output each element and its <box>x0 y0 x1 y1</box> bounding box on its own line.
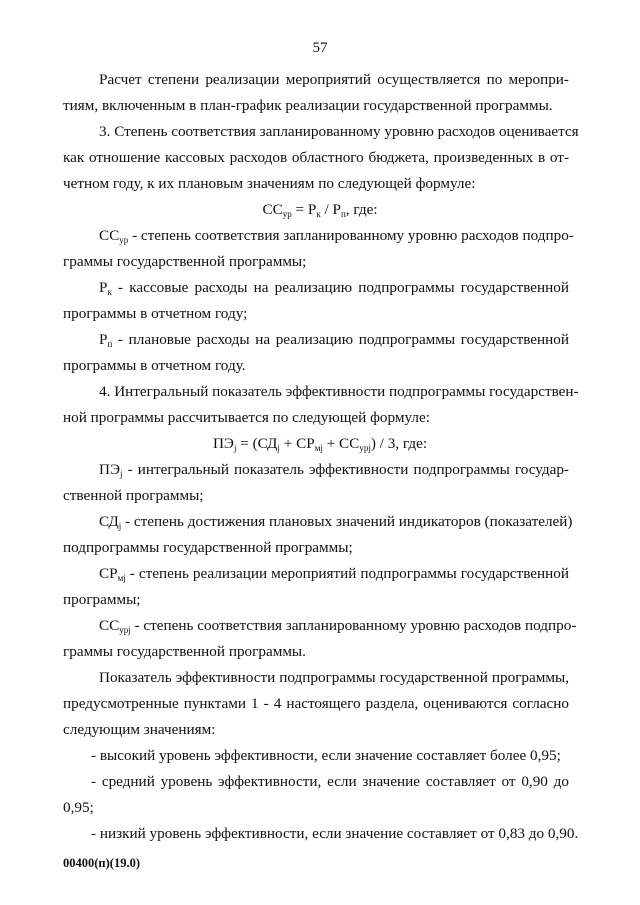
formula-integral-indicator: $ПЭ_j = (СД_j + СР_{мj} + СС_{урj}) / 3$, где: <box>212 435 428 453</box>
paragraph-4-line-1: 4. Интегральный показатель эффективности подпрограммы государствен- <box>99 383 579 400</box>
definition-pp-line-1: $Р_п$ - плановые расходы на реализацию подпрограммы государственной <box>99 331 569 349</box>
paragraph-1-line-1: Расчет степени реализации мероприятий осуществляется по меропри- <box>99 71 569 88</box>
page-number: 57 <box>312 40 328 56</box>
level-medium-line-1: - средний уровень эффективности, если значение составляет от 0,90 до <box>91 773 569 790</box>
definition-sd-line-2: подпрограммы государственной программы; <box>63 539 353 556</box>
paragraph-2-line-1: 3. Степень соответствия запланированному уровню расходов оценивается <box>99 123 579 140</box>
definition-ssj-line-2: граммы государственной программы. <box>63 643 306 660</box>
paragraph-5-line-1: Показатель эффективности подпрограммы государственной программы, <box>99 669 569 686</box>
definition-pp-line-2: программы в отчетном году. <box>63 357 246 374</box>
definition-pe-line-1: $ПЭ_j$ - интегральный показатель эффективности подпрограммы государ- <box>99 461 569 479</box>
definition-sr-line-1: $СР_{мj}$ - степень реализации мероприятий подпрограммы государственной <box>99 565 569 583</box>
definition-pk-line-2: программы в отчетном году; <box>63 305 248 322</box>
paragraph-2-line-2: как отношение кассовых расходов областного бюджета, произведенных в от- <box>63 149 569 166</box>
definition-pe-line-2: ственной программы; <box>63 487 204 504</box>
paragraph-1-line-2: тиям, включенным в план-график реализации государственной программы. <box>63 97 553 114</box>
level-high: - высокий уровень эффективности, если значение составляет более 0,95; <box>91 747 561 764</box>
definition-pk-line-1: $Р_к$ - кассовые расходы на реализацию подпрограммы государственной <box>99 279 569 297</box>
level-low: - низкий уровень эффективности, если значение составляет от 0,83 до 0,90. <box>91 825 579 842</box>
definition-ssj-line-1: $СС_{урj}$ - степень соответствия запланированному уровню расходов подпро- <box>99 617 577 635</box>
paragraph-5-line-2: предусмотренные пунктами 1 - 4 настоящего раздела, оцениваются согласно <box>63 695 569 712</box>
definition-sr-line-2: программы; <box>63 591 141 608</box>
level-medium-line-2: 0,95; <box>63 799 94 816</box>
paragraph-2-line-3: четном году, к их плановым значениям по следующей формуле: <box>63 175 476 192</box>
paragraph-5-line-3: следующим значениям: <box>63 721 216 738</box>
definition-ss-line-2: граммы государственной программы; <box>63 253 307 270</box>
definition-ss-line-1: $СС_{ур}$ - степень соответствия запланированному уровню расходов подпро- <box>99 227 574 245</box>
definition-sd-line-1: $СД_j$ - степень достижения плановых значений индикаторов (показателей) <box>99 513 573 531</box>
formula-cost-compliance: $СС_{ур} = Р_к / Р_п$, где: <box>262 201 378 219</box>
footer-code: 00400(п)(19.0) <box>63 856 140 870</box>
paragraph-4-line-2: ной программы рассчитывается по следующей формуле: <box>63 409 430 426</box>
